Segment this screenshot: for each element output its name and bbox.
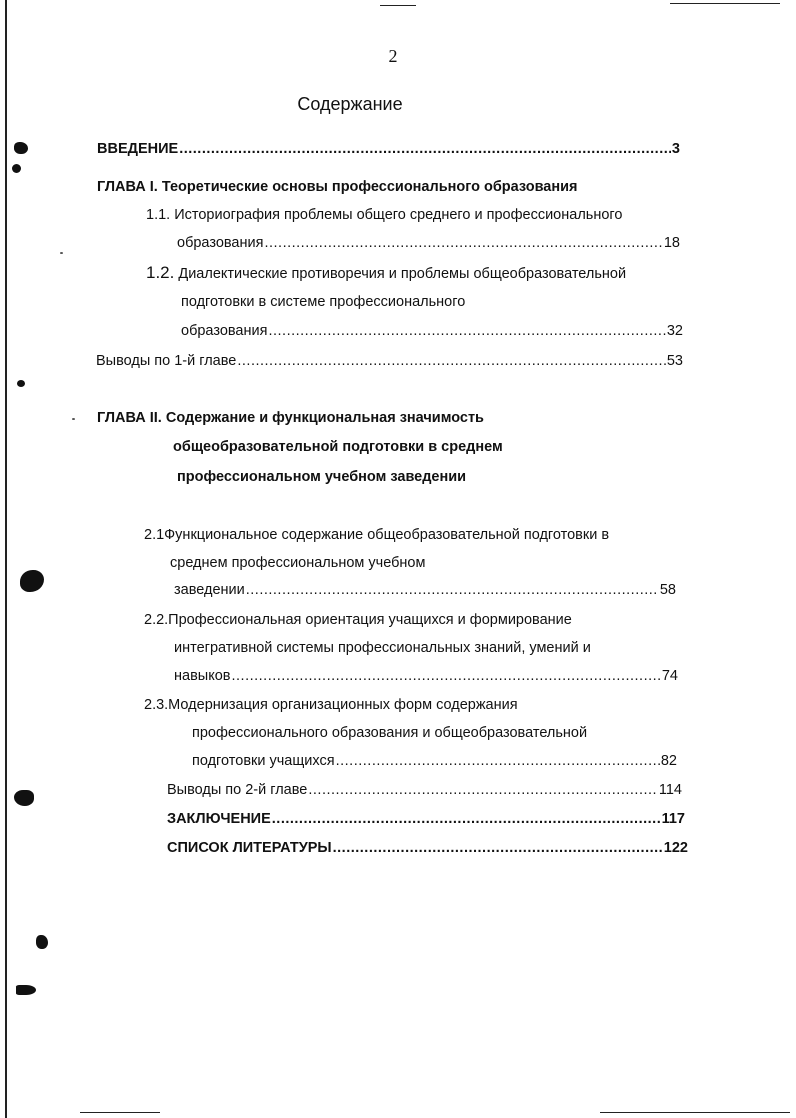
toc-page-number: 53 — [666, 353, 683, 369]
toc-label: навыков — [174, 668, 231, 684]
toc-page-number: 3 — [671, 141, 680, 157]
toc-entry-conclusion — [167, 810, 685, 828]
toc-label: заведении — [174, 582, 245, 598]
scan-speck — [72, 418, 75, 420]
toc-entry-1-1-line1 — [146, 206, 622, 224]
section-number: 1.1. — [146, 207, 171, 223]
binding-hole-mark — [36, 935, 48, 949]
binding-hole-mark — [16, 985, 36, 995]
toc-entry-chapter-1-conclusion — [96, 352, 683, 370]
scan-edge-bottom-right — [600, 1112, 790, 1113]
toc-entry-2-3 — [192, 752, 677, 770]
toc-entry-2-1-line1: 2.1Функциональное содержание общеобразовательной подготовки в — [144, 527, 610, 543]
scan-edge-top-right — [670, 3, 780, 4]
chapter-2-title-line1: ГЛАВА II. Содержание и функциональная значимость — [97, 410, 484, 426]
binding-hole-mark — [20, 570, 44, 592]
toc-entry-1-1 — [177, 234, 680, 252]
dot-leader — [237, 352, 666, 370]
chapter-1-title: ГЛАВА I. Теоретические основы профессионального образования — [97, 179, 578, 195]
toc-label: образования — [181, 323, 268, 339]
toc-entry-1-2-line1 — [146, 264, 626, 283]
toc-label: ВВЕДЕНИЕ — [97, 141, 179, 157]
toc-page-number: 18 — [663, 235, 680, 251]
section-title: Историография проблемы общего среднего и профессионального — [174, 207, 623, 223]
binding-hole-mark — [14, 790, 34, 806]
dot-leader — [231, 667, 660, 685]
scan-speck — [60, 252, 63, 254]
dot-leader — [336, 752, 660, 770]
dot-leader — [179, 140, 671, 158]
toc-page-number: 58 — [659, 582, 676, 598]
page-number: 2 — [388, 46, 398, 66]
toc-label: СПИСОК ЛИТЕРАТУРЫ — [167, 840, 332, 856]
toc-page-number: 82 — [660, 753, 677, 769]
scan-edge-top — [380, 5, 416, 6]
toc-entry-intro — [97, 140, 680, 158]
binding-hole-mark — [14, 142, 28, 154]
toc-page-number: 122 — [663, 840, 688, 856]
page-title: Содержание — [297, 94, 403, 114]
toc-label: Выводы по 1-й главе — [96, 353, 237, 369]
section-title: Диалектические противоречия и проблемы общеобразовательной — [178, 266, 627, 282]
dot-leader — [268, 322, 665, 340]
section-number: 1.2. — [146, 263, 175, 282]
toc-page-number: 74 — [661, 668, 678, 684]
toc-label: ЗАКЛЮЧЕНИЕ — [167, 811, 271, 827]
scan-edge-bottom — [80, 1112, 160, 1113]
toc-entry-1-2 — [181, 322, 683, 340]
chapter-2-title-line2: общеобразовательной подготовки в среднем — [173, 439, 503, 455]
toc-entry-bibliography — [167, 839, 688, 857]
toc-label: Выводы по 2-й главе — [167, 782, 308, 798]
chapter-2-title-line3: профессиональном учебном заведении — [177, 469, 467, 485]
dot-leader — [272, 810, 661, 828]
toc-entry-2-2-line2: интегративной системы профессиональных знаний, умений и — [174, 640, 591, 656]
dot-leader — [264, 234, 662, 252]
binding-hole-mark — [12, 164, 21, 173]
toc-page-number: 117 — [661, 811, 685, 827]
dot-leader — [246, 581, 659, 599]
toc-entry-2-1 — [174, 581, 676, 599]
toc-entry-1-2-line2: подготовки в системе профессионального — [181, 294, 466, 310]
scan-edge-left — [5, 0, 7, 1118]
binding-hole-mark — [17, 380, 25, 387]
toc-page-number: 114 — [658, 782, 682, 798]
dot-leader — [333, 839, 663, 857]
toc-entry-2-1-line2: среднем профессиональном учебном — [170, 555, 426, 571]
toc-entry-2-3-line2: профессионального образования и общеобразовательной — [192, 725, 588, 741]
toc-label: образования — [177, 235, 264, 251]
toc-entry-2-3-line1: 2.3.Модернизация организационных форм содержания — [144, 697, 518, 713]
toc-entry-chapter-2-conclusion — [167, 781, 682, 799]
dot-leader — [308, 781, 658, 799]
toc-entry-2-2 — [174, 667, 678, 685]
toc-page-number: 32 — [666, 323, 683, 339]
toc-label: подготовки учащихся — [192, 753, 335, 769]
toc-entry-2-2-line1: 2.2.Профессиональная ориентация учащихся и формирование — [144, 612, 572, 628]
